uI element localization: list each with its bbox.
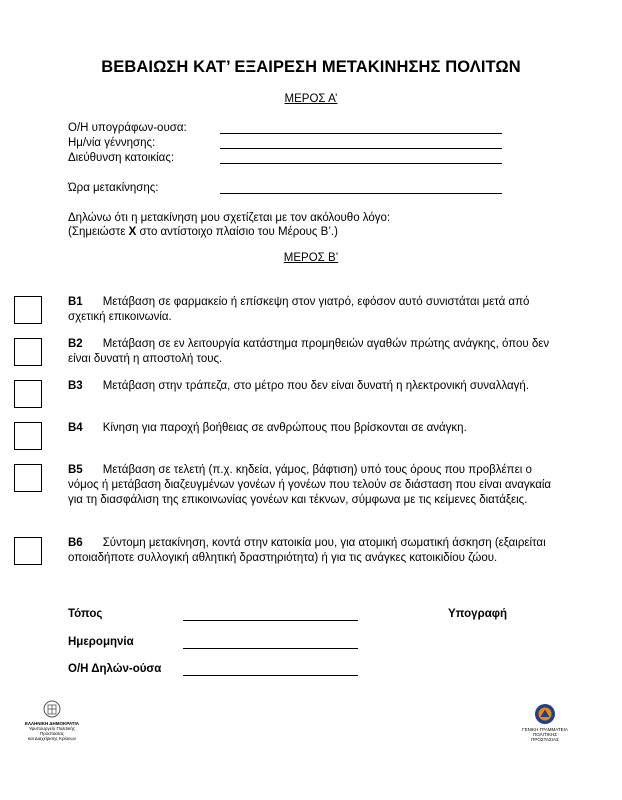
option-code: Β2	[68, 338, 83, 350]
coat-of-arms-icon	[18, 700, 86, 718]
option-text: Μετάβαση σε φαρμακείο ή επίσκεψη στον γιατρό, εφόσον αυτό συνιστάται μετά από σχετική επικοινωνία.	[68, 296, 530, 323]
option-text: Κίνηση για παροχή βοήθειας σε ανθρώπους που βρίσκονται σε ανάγκη.	[102, 422, 467, 434]
option-code: Β6	[68, 537, 83, 549]
checkbox-b5[interactable]	[14, 464, 42, 492]
date-field[interactable]	[183, 648, 358, 649]
declarant-field[interactable]	[183, 675, 358, 676]
option-text: Μετάβαση σε εν λειτουργία κατάστημα προμηθειών αγαθών πρώτης ανάγκης, όπου δεν είναι δυνατή η αποστολή τους.	[68, 338, 550, 365]
signer-field[interactable]	[220, 133, 502, 134]
option-b6	[68, 536, 560, 566]
checkbox-b6[interactable]	[14, 537, 42, 565]
declaration-mark: X	[128, 226, 137, 238]
checkbox-b2[interactable]	[14, 338, 42, 366]
movement-time-label: Ώρα μετακίνησης:	[68, 182, 159, 194]
declaration-line1: Δηλώνω ότι η μετακίνηση μου σχετίζεται με τον ακόλουθο λόγο:	[68, 212, 391, 224]
movement-time-field[interactable]	[220, 193, 502, 194]
part-a-heading: ΜΕΡΟΣ Α’	[284, 93, 338, 105]
option-b1	[68, 295, 560, 325]
logo-right-line1: ΓΕΝΙΚΗ ΓΡΑΜΜΑΤΕΙΑ	[522, 727, 568, 732]
checkbox-b3[interactable]	[14, 380, 42, 408]
option-code: Β5	[68, 464, 83, 476]
signature-label: Υπογραφή	[448, 608, 508, 620]
declaration-line2	[68, 225, 390, 239]
option-text: Σύντομη μετακίνηση, κοντά στην κατοικία μου, για ατομική σωματική άσκηση (εξαιρείται οποιαδήποτε συλλογική αθλητική δραστηριότητα) ή για τις ανάγκες κατοικιδίου ζώου.	[68, 537, 546, 564]
declaration-prefix: (Σημειώστε	[68, 226, 126, 238]
declaration-text	[68, 211, 390, 239]
date-label: Ημερομηνία	[68, 636, 134, 648]
address-label: Διεύθυνση κατοικίας:	[68, 152, 175, 164]
civil-protection-logo	[520, 703, 570, 742]
option-code: Β3	[68, 380, 83, 392]
logo-left-line1: ΕΛΛΗΝΙΚΗ ΔΗΜΟΚΡΑΤΙΑ	[24, 721, 80, 726]
checkbox-b4[interactable]	[14, 422, 42, 450]
option-b2	[68, 337, 560, 367]
option-text: Μετάβαση στην τράπεζα, στο μέτρο που δεν είναι δυνατή η ηλεκτρονική συναλλαγή.	[102, 380, 530, 392]
checkbox-b1[interactable]	[14, 296, 42, 324]
logo-right-line2: ΠΟΛΙΤΙΚΗΣ ΠΡΟΣΤΑΣΙΑΣ	[531, 732, 559, 742]
birthdate-label: Ημ/νία γέννησης:	[68, 137, 156, 149]
place-field[interactable]	[183, 620, 358, 621]
option-b5	[68, 463, 560, 508]
option-text: Μετάβαση σε τελετή (π.χ. κηδεία, γάμος, βάφτιση) υπό τους όρους που προβλέπει ο νόμος ή μετάβαση διαζευγμένων γονέων ή γονέων που τελούν σε διάσταση που είναι αναγκαία για τη διασφάλιση της επικοινωνίας γονέων και τέκνων, σύμφωνα με τις κείμενες διατάξεις.	[68, 464, 552, 506]
address-field[interactable]	[220, 163, 502, 164]
option-code: Β1	[68, 296, 83, 308]
place-label: Τόπος	[68, 608, 103, 620]
civil-protection-emblem-icon	[520, 703, 570, 725]
option-b3	[68, 379, 560, 394]
hellenic-republic-logo	[18, 700, 86, 741]
option-code: Β4	[68, 422, 83, 434]
signer-label: Ο/Η υπογράφων-ουσα:	[68, 122, 187, 134]
document-title: ΒΕΒΑΙΩΣΗ ΚΑΤ’ ΕΞΑΙΡΕΣΗ ΜΕΤΑΚΙΝΗΣΗΣ ΠΟΛΙΤΩΝ	[101, 58, 521, 76]
logo-left-line2: Υφυπουργείο Πολιτικής Προστασίας	[28, 726, 76, 736]
option-b4	[68, 421, 560, 436]
part-b-heading: ΜΕΡΟΣ Β’	[283, 252, 339, 264]
logo-left-line3: και Διαχείρισης Κρίσεων	[27, 736, 77, 741]
declaration-suffix: στο αντίστοιχο πλαίσιο του Μέρους Β’.)	[139, 226, 338, 238]
birthdate-field[interactable]	[220, 148, 502, 149]
declarant-label: Ο/Η Δηλών-ούσα	[68, 663, 162, 675]
